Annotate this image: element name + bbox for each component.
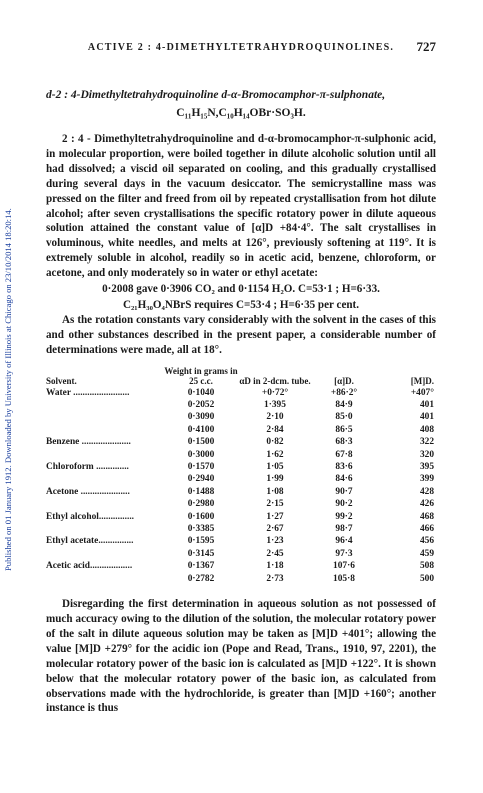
table-row <box>46 436 436 448</box>
section-title: d-2 : 4-Dimethyltetrahydroquinoline d-α-Bromocamphor-π-sulphonate, <box>46 89 386 101</box>
cell-solvent <box>46 449 164 461</box>
cell-molecular-rotation: 401 <box>419 412 434 423</box>
cell-weight: 0·3000 <box>187 449 215 460</box>
cell-weight: 0·1570 <box>187 462 215 473</box>
cell-molecular-rotation: 508 <box>419 561 434 572</box>
cell-specific-rotation: 90·7 <box>335 486 353 497</box>
running-head: ACTIVE 2 : 4-DIMETHYLTETRAHYDROQUINOLINES. <box>87 42 395 53</box>
header-weight: Weight in grams in 25 c.c. <box>164 365 238 386</box>
cell-alpha: 2·73 <box>266 573 284 584</box>
cell-solvent: Ethyl acetate............... <box>46 536 134 547</box>
cell-alpha: 1·99 <box>266 474 284 485</box>
cell-solvent: Acetone ..................... <box>46 486 130 497</box>
paragraph-preparation: 2 : 4 - Dimethyltetrahydroquinoline and d-α-bromocamphor-π-sulphonic acid, in molecular proportion, were boiled together in dilute alcoholic solution until all had dissolved; a viscid oil separated on cooling, and this gradually crystallised during several days in the vacuum desiccator. The semicrystalline mass was pressed on the filter and freed from oil by repeated crystallisation from hot dilute alcohol; after seven crystallisations the specific rotatory power in dilute aqueous solution attained the constant value of [α]D +84·4°. The salt crystallises in voluminous, white needles, and melts at 126°, previously softening at 119°. It is extremely soluble in alcohol, readily so in acetic acid, benzene, chloroform, or acetone, and only moderately so in water or ethyl acetate: <box>46 133 436 280</box>
cell-molecular-rotation: 426 <box>419 499 434 510</box>
cell-specific-rotation: 96·4 <box>335 536 353 547</box>
rotation-table <box>46 366 436 586</box>
header-solvent: Solvent. <box>46 375 77 386</box>
cell-weight: 0·2782 <box>187 573 215 584</box>
cell-molecular-rotation: 459 <box>419 548 434 559</box>
cell-weight: 0·2940 <box>187 474 215 485</box>
cell-weight: 0·1500 <box>187 437 215 448</box>
cell-solvent <box>46 399 164 411</box>
cell-weight: 0·4100 <box>187 424 215 435</box>
cell-molecular-rotation: 456 <box>419 536 434 547</box>
cell-solvent <box>46 498 164 510</box>
cell-molecular-rotation: 428 <box>419 486 434 497</box>
download-notice: Published on 01 January 1912. Downloaded by University of Illinois at Chicago on 23/10/2014 18:20:14. <box>3 208 13 572</box>
table-row <box>46 411 436 423</box>
cell-molecular-rotation: 395 <box>419 462 434 473</box>
paragraph-rotation-note: As the rotation constants vary considerably with the solvent in the cases of this and other substances described in the present paper, a considerable number of determinations were made, all at 18°. <box>46 313 436 356</box>
cell-alpha: 1·62 <box>266 449 284 460</box>
cell-alpha: 1·05 <box>266 462 284 473</box>
table-row <box>46 560 436 572</box>
cell-weight: 0·2052 <box>187 400 215 410</box>
cell-solvent <box>46 573 164 585</box>
cell-alpha: 2·67 <box>266 524 284 535</box>
table-row <box>46 523 436 535</box>
table-row <box>46 486 436 498</box>
cell-weight: 0·1367 <box>187 561 215 572</box>
cell-molecular-rotation: 401 <box>419 400 434 410</box>
cell-specific-rotation: 84·6 <box>335 474 353 485</box>
table-row <box>46 387 436 399</box>
cell-solvent <box>46 424 164 436</box>
cell-molecular-rotation: 468 <box>419 511 434 522</box>
cell-weight: 0·1040 <box>187 387 215 398</box>
analysis-found: 0·2008 gave 0·3906 CO₂ and 0·1154 H₂O. C=53·1 ; H=6·33. <box>102 283 380 296</box>
cell-alpha: 1·23 <box>266 536 284 547</box>
cell-molecular-rotation: 399 <box>419 474 434 485</box>
cell-specific-rotation: 83·6 <box>335 462 353 473</box>
paragraph-discussion: Disregarding the first determination in aqueous solution as not possessed of much accuracy owing to the dilution of the solution, the molecular rotatory power of the salt in dilute aqueous solution may be taken as [M]D +401°; allowing the value [M]D +279° for the acidic ion (Pope and Read, Trans., 1910, 97, 2201), the molecular rotatory power of the basic ion is calculated as [M]D +122°. It is shown below that the molecular rotatory power of the basic ion, as calculated from observations made with the hydrochloride, is greater than [M]D +160°; another instance is thus <box>46 598 436 715</box>
cell-specific-rotation: 84·9 <box>335 400 353 410</box>
cell-solvent <box>46 473 164 485</box>
cell-alpha: 1·08 <box>266 486 284 497</box>
cell-specific-rotation: 85·0 <box>335 412 353 423</box>
table-row <box>46 511 436 523</box>
cell-specific-rotation: 97·3 <box>335 548 353 559</box>
cell-specific-rotation: 67·8 <box>335 449 353 460</box>
table-row <box>46 535 436 547</box>
cell-alpha: 2·15 <box>266 499 284 510</box>
header-molecular-rotation: [M]D. <box>410 375 434 386</box>
cell-solvent: Benzene ..................... <box>46 437 131 448</box>
table-row <box>46 573 436 585</box>
cell-specific-rotation: 86·5 <box>335 424 353 435</box>
cell-specific-rotation: 90·2 <box>335 499 353 510</box>
cell-specific-rotation: 99·2 <box>335 511 353 522</box>
cell-solvent <box>46 411 164 423</box>
cell-molecular-rotation: 320 <box>419 449 434 460</box>
paper-page <box>46 38 436 716</box>
cell-alpha: 0·82 <box>266 437 284 448</box>
cell-weight: 0·3385 <box>187 524 215 535</box>
cell-weight: 0·1595 <box>187 536 215 547</box>
cell-solvent <box>46 523 164 535</box>
cell-weight: 0·1600 <box>187 511 215 522</box>
cell-specific-rotation: 98·7 <box>335 524 353 535</box>
analysis-required: C₂₁H₃₀O₄NBrS requires C=53·4 ; H=6·35 per cent. <box>122 298 360 311</box>
cell-weight: 0·1488 <box>187 486 215 497</box>
header-specific-rotation: [α]D. <box>334 375 354 386</box>
table-row <box>46 498 436 510</box>
molecular-formula: C₁₁H₁₅N,C₁₀H₁₄OBr·SO₃H. <box>176 107 306 119</box>
cell-specific-rotation: 105·8 <box>333 573 355 584</box>
table-row <box>46 399 436 411</box>
cell-alpha: 2·45 <box>266 548 284 559</box>
cell-alpha: 1·395 <box>264 400 286 410</box>
cell-molecular-rotation: 408 <box>419 424 434 435</box>
cell-alpha: +0·72° <box>261 387 289 398</box>
cell-weight: 0·2980 <box>187 499 215 510</box>
cell-weight: 0·3090 <box>187 412 215 423</box>
cell-molecular-rotation: 466 <box>419 524 434 535</box>
cell-alpha: 1·27 <box>266 511 284 522</box>
table-body <box>46 387 436 586</box>
table-row <box>46 548 436 560</box>
page-header <box>46 38 436 60</box>
cell-specific-rotation: 107·6 <box>333 561 355 572</box>
cell-molecular-rotation: 500 <box>419 573 434 584</box>
cell-alpha: 2·84 <box>266 424 284 435</box>
cell-specific-rotation: +86·2° <box>330 387 358 398</box>
table-row <box>46 461 436 473</box>
cell-specific-rotation: 68·3 <box>335 437 353 448</box>
table-row <box>46 473 436 485</box>
header-alpha: αD in 2-dcm. tube. <box>239 375 311 386</box>
page-number: 727 <box>416 39 436 54</box>
cell-molecular-rotation: +407° <box>410 387 434 398</box>
cell-solvent: Acetic acid.................. <box>46 561 133 572</box>
cell-molecular-rotation: 322 <box>419 437 434 448</box>
cell-solvent: Chloroform .............. <box>46 462 129 473</box>
cell-solvent: Ethyl alcohol............... <box>46 511 135 522</box>
table-row <box>46 424 436 436</box>
cell-alpha: 2·10 <box>266 412 284 423</box>
cell-solvent <box>46 548 164 560</box>
cell-weight: 0·3145 <box>187 548 215 559</box>
table-header-row <box>46 366 436 387</box>
table-row <box>46 449 436 461</box>
cell-alpha: 1·18 <box>266 561 284 572</box>
cell-solvent: Water ........................ <box>46 387 130 398</box>
